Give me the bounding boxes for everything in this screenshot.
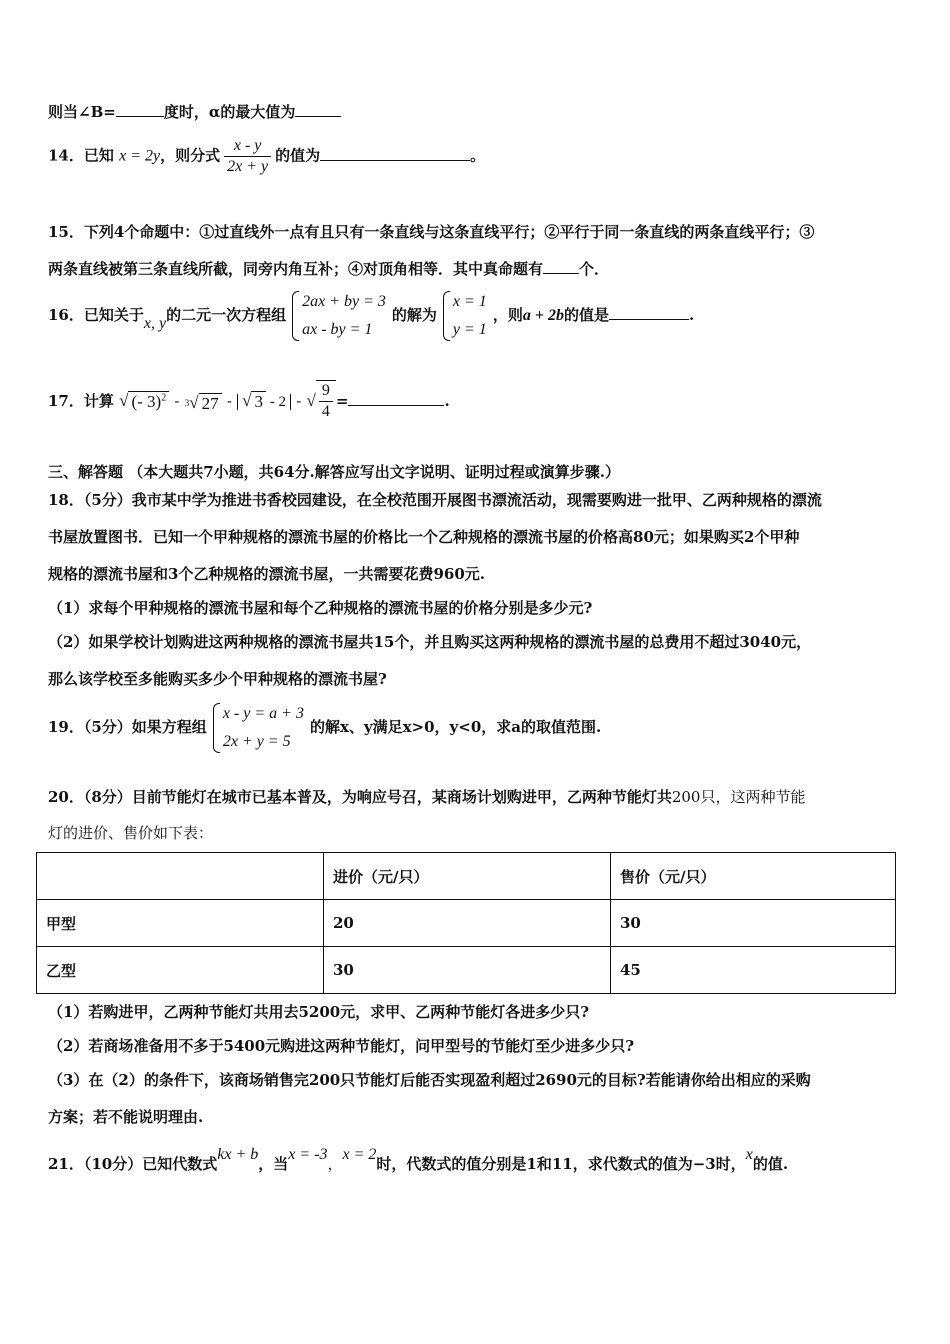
q16-eq1: 2ax + by = 3 <box>302 293 386 310</box>
q13-blank-1 <box>116 102 164 117</box>
q14-tail: 的值为 <box>275 146 321 165</box>
q14-fraction <box>224 136 271 177</box>
q16-sol2: y = 1 <box>452 321 487 338</box>
table-header-cell: 进价（元/只） <box>324 853 611 900</box>
question-15-line-2 <box>48 258 609 279</box>
q17-sqrt-frac: √ $\frac{9}{4}$ <box>307 380 336 422</box>
q17-frac-den: 4 <box>321 403 330 420</box>
q17-answer-blank <box>348 391 444 406</box>
q15-end: 个． <box>579 260 610 278</box>
question-15-line-1: 15．下列4个命题中：①过直线外一点有且只有一条直线与这条直线平行；②平行于同一条直线的两条直线平行；③ <box>48 223 815 241</box>
q13-tail <box>48 101 341 122</box>
q17-number: 17．计算 <box>48 392 114 410</box>
q20-text-1a: 20．（8分）目前节能灯在城市已基本普及，为响应号召，某商场计划购进甲，乙两种节能灯共 <box>48 788 672 806</box>
table-cell: 30 <box>611 900 896 947</box>
q14-answer-blank <box>320 146 470 161</box>
q18-sub-2b: 那么该学校至多能购买多少个甲种规格的漂流书屋? <box>48 670 387 688</box>
table-row <box>37 947 896 994</box>
question-16 <box>48 288 694 344</box>
q13-text-2: 度时，α的最大值为 <box>163 103 296 121</box>
q17-equals: = <box>335 392 349 410</box>
q20-sub-2: （2）若商场准备用不多于5400元购进这两种节能灯，问甲型号的节能灯至少进多少只? <box>48 1037 634 1055</box>
q17-cbrt: 3 √ 27 <box>185 393 222 414</box>
q17-absolute: √ 3 - 2 <box>237 394 291 410</box>
q16-tail: 的值是 <box>563 306 609 324</box>
q17-cbrt-index: 3 <box>184 398 190 408</box>
q16-answer-blank <box>609 305 689 320</box>
q18-line-3: 规格的漂流书屋和3个乙种规格的漂流书屋，一共需要花费960元. <box>48 565 485 583</box>
q16-number: 16．已知关于 <box>48 306 144 324</box>
q14-frac-den: 2x + y <box>227 158 269 175</box>
q21-mid2: 时，代数式的值分别是1和11，求代数式的值为−3时， <box>376 1155 746 1173</box>
table-cell: 30 <box>324 947 611 994</box>
q20-sub-3: （3）在（2）的条件下，该商场销售完200只节能灯后能否实现盈利超过2690元的目标?若能请你给出相应的采购 <box>48 1071 811 1089</box>
q17-sqrt-1: √ (- 3)$^2$ <box>119 391 169 412</box>
q19-eq1: x - y = a + 3 <box>222 705 304 722</box>
price-table <box>36 852 896 994</box>
q21-expr: kx + b <box>217 1146 259 1163</box>
q17-minus-3: - <box>296 392 302 410</box>
q17-exponent: 2 <box>161 391 167 403</box>
q17-abs-radicand: 3 <box>251 391 266 412</box>
q21-cond-1: x = -3 <box>288 1146 328 1163</box>
q21-sep: ， <box>327 1155 343 1173</box>
section-3-heading: 三、解答题 （本大题共7小题，共64分.解答应写出文字说明、证明过程或演算步骤.） <box>48 463 620 481</box>
table-cell: 甲型 <box>37 900 324 947</box>
q13-text-1: 则当∠B= <box>48 103 116 121</box>
q13-blank-2 <box>295 102 341 117</box>
table-header-row <box>37 853 896 900</box>
q14-frac-num: x - y <box>224 136 271 157</box>
question-17 <box>48 380 450 422</box>
q16-expr: a + 2b <box>522 307 564 324</box>
q17-radicand-1: (- 3) <box>131 391 162 411</box>
q16-vars: x, y <box>143 315 167 332</box>
q14-condition: x = 2y <box>119 147 161 165</box>
table-cell: 乙型 <box>37 947 324 994</box>
q14-end: 。 <box>470 146 486 165</box>
q16-mid: 的二元一次方程组 <box>166 306 287 324</box>
q17-minus-1: - <box>174 392 180 410</box>
q16-mid2: 的解为 <box>391 306 437 324</box>
q14-mid: ，则分式 <box>160 146 221 165</box>
q20-text-1b: 200只，这两种节能 <box>671 788 806 806</box>
q20-line-2: 灯的进价、售价如下表： <box>48 824 214 842</box>
q21-tail: 的值. <box>752 1155 789 1173</box>
q20-sub-3b: 方案；若不能说明理由. <box>48 1108 204 1126</box>
q17-minus-2: - <box>226 392 232 410</box>
question-21 <box>48 1146 788 1174</box>
q16-eq2: ax - by = 1 <box>302 321 373 338</box>
q21-number: 21．（10分）已知代数式 <box>48 1155 218 1173</box>
q19-tail: 的解x、y满足x>0，y<0，求a的取值范围. <box>309 718 602 736</box>
q21-cond-2: x = 2 <box>342 1146 377 1163</box>
q18-sub-2: （2）如果学校计划购进这两种规格的漂流书屋共15个，并且购买这两种规格的漂流书屋的总费用不超过3040元， <box>48 633 812 651</box>
q21-var: x <box>745 1146 753 1163</box>
q18-line-2: 书屋放置图书．已知一个甲种规格的漂流书屋的价格比一个乙种规格的漂流书屋的价格高80元；如果购买2个甲种 <box>48 528 800 546</box>
q21-mid: ，当 <box>258 1155 289 1173</box>
q18-sub-1: （1）求每个甲种规格的漂流书屋和每个乙种规格的漂流书屋的价格分别是多少元? <box>48 599 593 617</box>
question-19 <box>48 700 601 756</box>
q16-solution <box>443 288 487 344</box>
question-14 <box>48 136 485 177</box>
q14-number: 14．已知 <box>48 146 114 165</box>
q17-radicand-2: 27 <box>199 393 222 414</box>
q18-line-1: 18．（5分）我市某中学为推进书香校园建设，在全校范围开展图书漂流活动，现需要购进一批甲、乙两种规格的漂流 <box>48 491 822 509</box>
q20-line-1 <box>48 786 805 807</box>
q20-sub-1: （1）若购进甲，乙两种节能灯共用去5200元，求甲、乙两种节能灯各进多少只? <box>48 1003 589 1021</box>
q19-system <box>213 700 304 756</box>
q19-eq2: 2x + y = 5 <box>222 733 291 750</box>
q15-text: 两条直线被第三条直线所截，同旁内角互补；④对顶角相等．其中真命题有 <box>48 260 544 278</box>
q16-system <box>292 288 386 344</box>
table-cell: 45 <box>611 947 896 994</box>
q16-mid3: ，则 <box>492 306 523 324</box>
q17-frac-num: 9 <box>319 381 333 402</box>
q17-end: . <box>444 392 450 410</box>
q16-sol1: x = 1 <box>452 293 487 310</box>
q16-end: . <box>688 306 695 324</box>
table-header-cell: 售价（元/只） <box>611 853 896 900</box>
table-row <box>37 900 896 947</box>
q15-answer-blank <box>543 259 579 274</box>
q19-number: 19．（5分）如果方程组 <box>48 718 207 736</box>
q17-abs-tail: - 2 <box>269 394 286 410</box>
table-cell: 20 <box>324 900 611 947</box>
table-header-cell <box>37 853 324 900</box>
